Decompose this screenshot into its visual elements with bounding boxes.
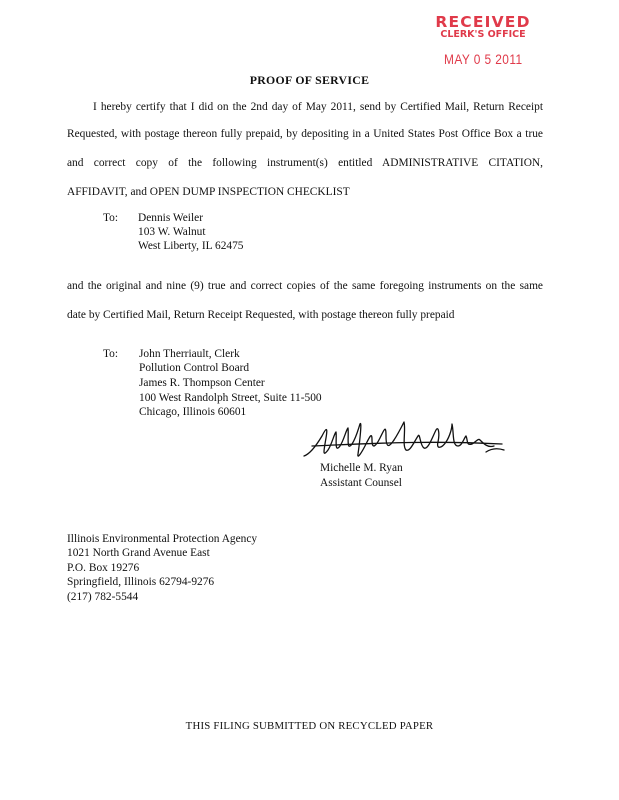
recipient1-line-3: West Liberty, IL 62475 bbox=[138, 240, 244, 252]
stamp-office-text: CLERK'S OFFICE bbox=[440, 29, 526, 40]
agency-line-5: (217) 782-5544 bbox=[67, 591, 139, 603]
footer-recycled-note: THIS FILING SUBMITTED ON RECYCLED PAPER bbox=[185, 720, 434, 732]
recipient2-to-label: To: bbox=[103, 348, 119, 360]
agency-line-3: P.O. Box 19276 bbox=[67, 562, 140, 574]
signer-name: Michelle M. Ryan bbox=[320, 462, 403, 474]
paragraph2-line-2: date by Certified Mail, Return Receipt Requested, with postage thereon fully prepaid bbox=[67, 309, 455, 321]
signer-title: Assistant Counsel bbox=[320, 477, 402, 489]
paragraph1-line-3: and correct copy of the following instrument(s) entitled ADMINISTRATIVE CITATION, bbox=[67, 157, 543, 169]
recipient1-line-2: 103 W. Walnut bbox=[138, 226, 206, 238]
recipient2-line-2: Pollution Control Board bbox=[139, 362, 250, 374]
recipient1-to-label: To: bbox=[103, 212, 119, 224]
stamp-date-text: MAY 0 5 2011 bbox=[444, 51, 523, 67]
stamp-received-text: RECEIVED bbox=[435, 13, 531, 31]
recipient2-line-5: Chicago, Illinois 60601 bbox=[139, 406, 247, 418]
paragraph1-line-4: AFFIDAVIT, and OPEN DUMP INSPECTION CHECKLIST bbox=[67, 186, 350, 198]
recipient2-line-1: John Therriault, Clerk bbox=[139, 348, 240, 360]
recipient2-line-3: James R. Thompson Center bbox=[139, 377, 265, 389]
page-title: PROOF OF SERVICE bbox=[249, 73, 370, 87]
agency-line-2: 1021 North Grand Avenue East bbox=[67, 547, 210, 559]
recipient1-line-1: Dennis Weiler bbox=[138, 212, 203, 224]
agency-line-1: Illinois Environmental Protection Agency bbox=[67, 533, 258, 545]
received-stamp bbox=[428, 13, 538, 67]
agency-line-4: Springfield, Illinois 62794-9276 bbox=[67, 576, 215, 588]
paragraph2-line-1: and the original and nine (9) true and correct copies of the same foregoing instruments on the same bbox=[67, 280, 543, 292]
recipient2-line-4: 100 West Randolph Street, Suite 11-500 bbox=[139, 392, 322, 404]
paragraph1-line-1: I hereby certify that I did on the 2nd day of May 2011, send by Certified Mail, Return Receipt bbox=[93, 101, 543, 113]
handwritten-signature bbox=[302, 416, 512, 468]
paragraph1-line-2: Requested, with postage thereon fully prepaid, by depositing in a United States Post Office Box a true bbox=[67, 128, 543, 140]
